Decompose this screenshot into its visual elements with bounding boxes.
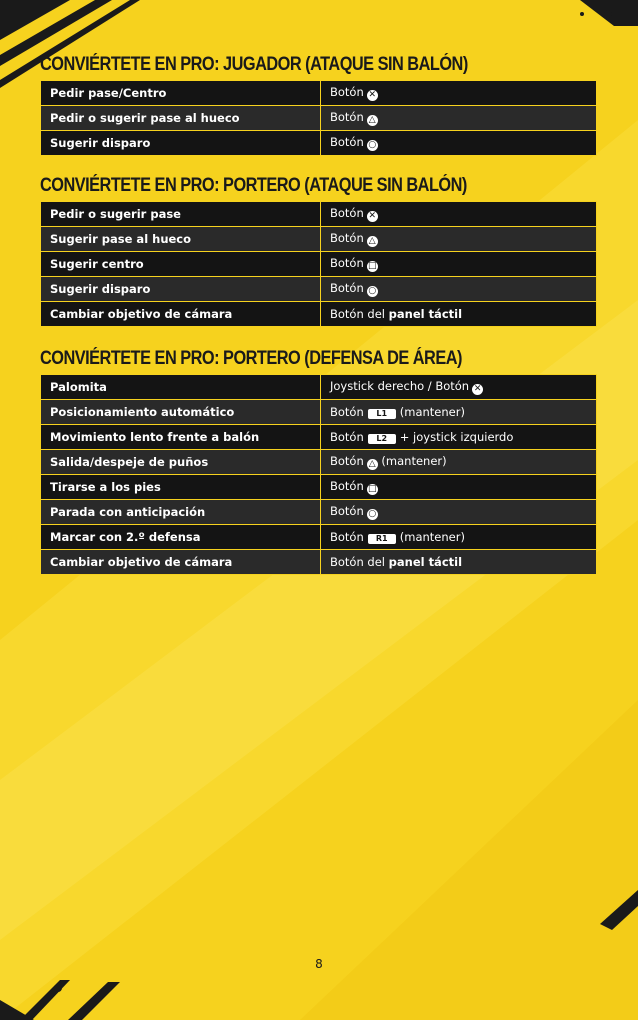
action-label: Cambiar objetivo de cámara	[41, 302, 321, 327]
button-mapping	[321, 400, 597, 425]
button-mapping	[321, 277, 597, 302]
mapping-text: Botón	[330, 504, 364, 518]
mapping-text: Botón	[330, 281, 364, 295]
button-mapping	[321, 106, 597, 131]
square-icon: □	[368, 261, 377, 271]
control-row	[41, 475, 597, 500]
control-row	[41, 131, 597, 156]
action-label: Posicionamiento automático	[41, 400, 321, 425]
circle-icon: ○	[368, 140, 377, 150]
action-label: Parada con anticipación	[41, 500, 321, 525]
r1-button-icon: R1	[368, 534, 396, 544]
button-mapping	[321, 525, 597, 550]
control-row	[41, 500, 597, 525]
section-title-portero-ataque: CONVIÉRTETE EN PRO: PORTERO (ATAQUE SIN BALÓN)	[40, 175, 467, 196]
mapping-suffix: (mantener)	[381, 454, 447, 468]
action-label: Sugerir centro	[41, 252, 321, 277]
triangle-icon: △	[367, 236, 378, 247]
mapping-text: Botón	[330, 135, 364, 149]
mapping-text: Botón del	[330, 307, 385, 321]
mapping-text: Botón	[330, 206, 364, 220]
control-row	[41, 106, 597, 131]
control-row	[41, 425, 597, 450]
button-mapping	[321, 302, 597, 327]
action-label: Pedir pase/Centro	[41, 81, 321, 106]
action-label: Tirarse a los pies	[41, 475, 321, 500]
triangle-icon: △	[367, 115, 378, 126]
section-title-jugador-ataque: CONVIÉRTETE EN PRO: JUGADOR (ATAQUE SIN BALÓN)	[40, 54, 468, 75]
button-mapping	[321, 550, 597, 575]
action-label: Sugerir pase al hueco	[41, 227, 321, 252]
button-mapping	[321, 81, 597, 106]
button-mapping	[321, 227, 597, 252]
control-row	[41, 375, 597, 400]
page-number: 8	[315, 957, 323, 971]
triangle-icon: △	[367, 459, 378, 470]
action-label: Pedir o sugerir pase al hueco	[41, 106, 321, 131]
mapping-text: Botón	[330, 454, 364, 468]
mapping-text: Botón	[330, 530, 364, 544]
mapping-suffix: (mantener)	[399, 405, 465, 419]
action-label: Salida/despeje de puños	[41, 450, 321, 475]
action-label: Sugerir disparo	[41, 131, 321, 156]
mapping-text: Botón	[330, 110, 364, 124]
controls-table-portero-defensa	[40, 374, 597, 575]
button-mapping	[321, 202, 597, 227]
button-mapping	[321, 450, 597, 475]
action-label: Movimiento lento frente a balón	[41, 425, 321, 450]
control-row	[41, 252, 597, 277]
l2-button-icon: L2	[368, 434, 396, 444]
mapping-text: Botón	[330, 405, 364, 419]
control-row	[41, 227, 597, 252]
controls-table-portero-ataque	[40, 201, 597, 327]
control-row	[41, 302, 597, 327]
action-label: Pedir o sugerir pase	[41, 202, 321, 227]
action-label: Palomita	[41, 375, 321, 400]
circle-icon: ○	[368, 286, 377, 296]
l1-button-icon: L1	[368, 409, 396, 419]
touchpad-label: panel táctil	[388, 555, 463, 569]
button-mapping	[321, 131, 597, 156]
control-row	[41, 277, 597, 302]
mapping-text: Botón del	[330, 555, 385, 569]
touchpad-label: panel táctil	[388, 307, 463, 321]
button-mapping	[321, 375, 597, 400]
control-row	[41, 202, 597, 227]
mapping-suffix: (mantener)	[399, 530, 465, 544]
mapping-text: Botón	[330, 231, 364, 245]
control-row	[41, 525, 597, 550]
button-mapping	[321, 475, 597, 500]
control-row	[41, 81, 597, 106]
button-mapping	[321, 425, 597, 450]
mapping-text: Botón	[330, 479, 364, 493]
square-icon: □	[368, 484, 377, 494]
mapping-text: Joystick derecho / Botón	[330, 379, 470, 393]
mapping-suffix: + joystick izquierdo	[399, 430, 514, 444]
control-row	[41, 550, 597, 575]
action-label: Cambiar objetivo de cámara	[41, 550, 321, 575]
section-title-portero-defensa: CONVIÉRTETE EN PRO: PORTERO (DEFENSA DE ÁREA)	[40, 348, 462, 369]
cross-icon: ✕	[368, 211, 377, 221]
circle-icon: ○	[368, 509, 377, 519]
cross-icon: ✕	[368, 90, 377, 100]
mapping-text: Botón	[330, 85, 364, 99]
action-label: Marcar con 2.º defensa	[41, 525, 321, 550]
mapping-text: Botón	[330, 430, 364, 444]
mapping-text: Botón	[330, 256, 364, 270]
controls-table-jugador-ataque	[40, 80, 597, 156]
control-row	[41, 400, 597, 425]
action-label: Sugerir disparo	[41, 277, 321, 302]
button-mapping	[321, 500, 597, 525]
cross-icon: ✕	[473, 384, 482, 394]
button-mapping	[321, 252, 597, 277]
control-row	[41, 450, 597, 475]
